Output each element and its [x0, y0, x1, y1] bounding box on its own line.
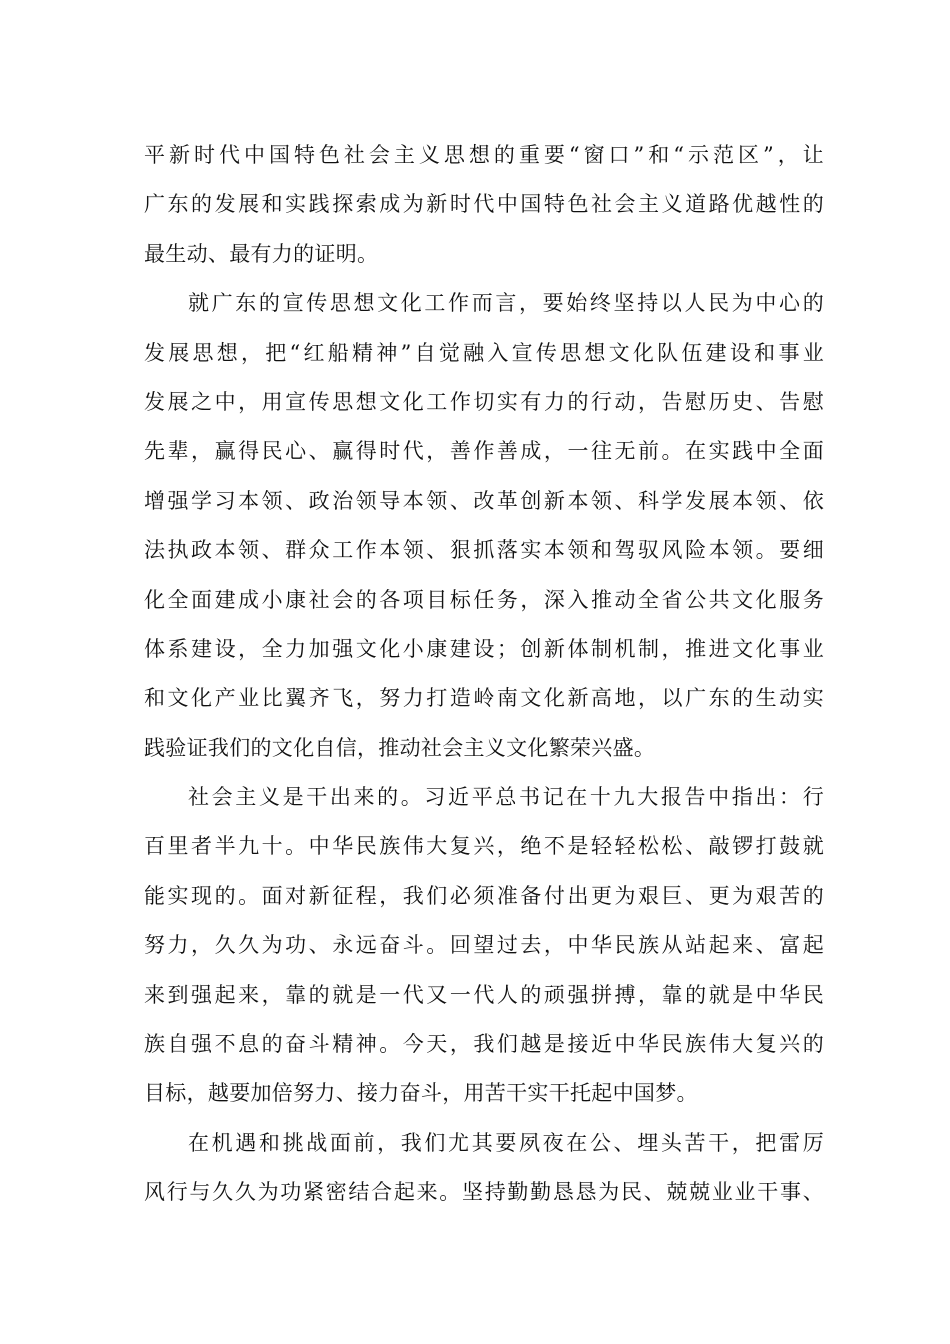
text-line: 平新时代中国特色社会主义思想的重要“窗口”和“示范区”，让: [144, 143, 824, 167]
text-line: 发展思想，把“红船精神”自觉融入宣传思想文化队伍建设和事业: [144, 340, 824, 365]
text-line: 百里者半九十。中华民族伟大复兴，绝不是轻轻松松、敲锣打鼓就: [144, 834, 824, 859]
text-line: 践验证我们的文化自信，推动社会主义文化繁荣兴盛。: [144, 735, 656, 760]
text-line: 增强学习本领、政治领导本领、改革创新本领、科学发展本领、依: [144, 488, 824, 513]
text-line: 最生动、最有力的证明。: [144, 241, 379, 266]
text-line: 目标，越要加倍努力、接力奋斗，用苦干实干托起中国梦。: [144, 1081, 698, 1106]
text-line: 和文化产业比翼齐飞，努力打造岭南文化新高地，以广东的生动实: [144, 686, 824, 711]
text-line: 社会主义是干出来的。习近平总书记在十九大报告中指出：行: [188, 785, 824, 810]
text-line: 就广东的宣传思想文化工作而言，要始终坚持以人民为中心的: [188, 291, 824, 316]
text-line: 来到强起来，靠的就是一代又一代人的顽强拼搏，靠的就是中华民: [144, 982, 824, 1007]
text-line: 努力，久久为功、永远奋斗。回望过去，中华民族从站起来、富起: [144, 933, 824, 958]
text-line: 法执政本领、群众工作本领、狠抓落实本领和驾驭风险本领。要细: [144, 538, 824, 563]
text-line: 风行与久久为功紧密结合起来。坚持勤勤恳恳为民、兢兢业业干事、: [144, 1180, 824, 1205]
text-line: 族自强不息的奋斗精神。今天，我们越是接近中华民族伟大复兴的: [144, 1032, 824, 1057]
text-line: 体系建设，全力加强文化小康建设；创新体制机制，推进文化事业: [144, 636, 824, 661]
text-line: 化全面建成小康社会的各项目标任务，深入推动全省公共文化服务: [144, 587, 824, 612]
text-line: 能实现的。面对新征程，我们必须准备付出更为艰巨、更为艰苦的: [144, 883, 824, 908]
body-text: [144, 131, 824, 1218]
text-line: 发展之中，用宣传思想文化工作切实有力的行动，告慰历史、告慰: [144, 389, 824, 414]
text-line: 先辈，赢得民心、赢得时代，善作善成，一往无前。在实践中全面: [144, 439, 824, 464]
text-line: 在机遇和挑战面前，我们尤其要夙夜在公、埋头苦干，把雷厉: [188, 1130, 824, 1155]
text-line: 广东的发展和实践探索成为新时代中国特色社会主义道路优越性的: [144, 192, 824, 217]
